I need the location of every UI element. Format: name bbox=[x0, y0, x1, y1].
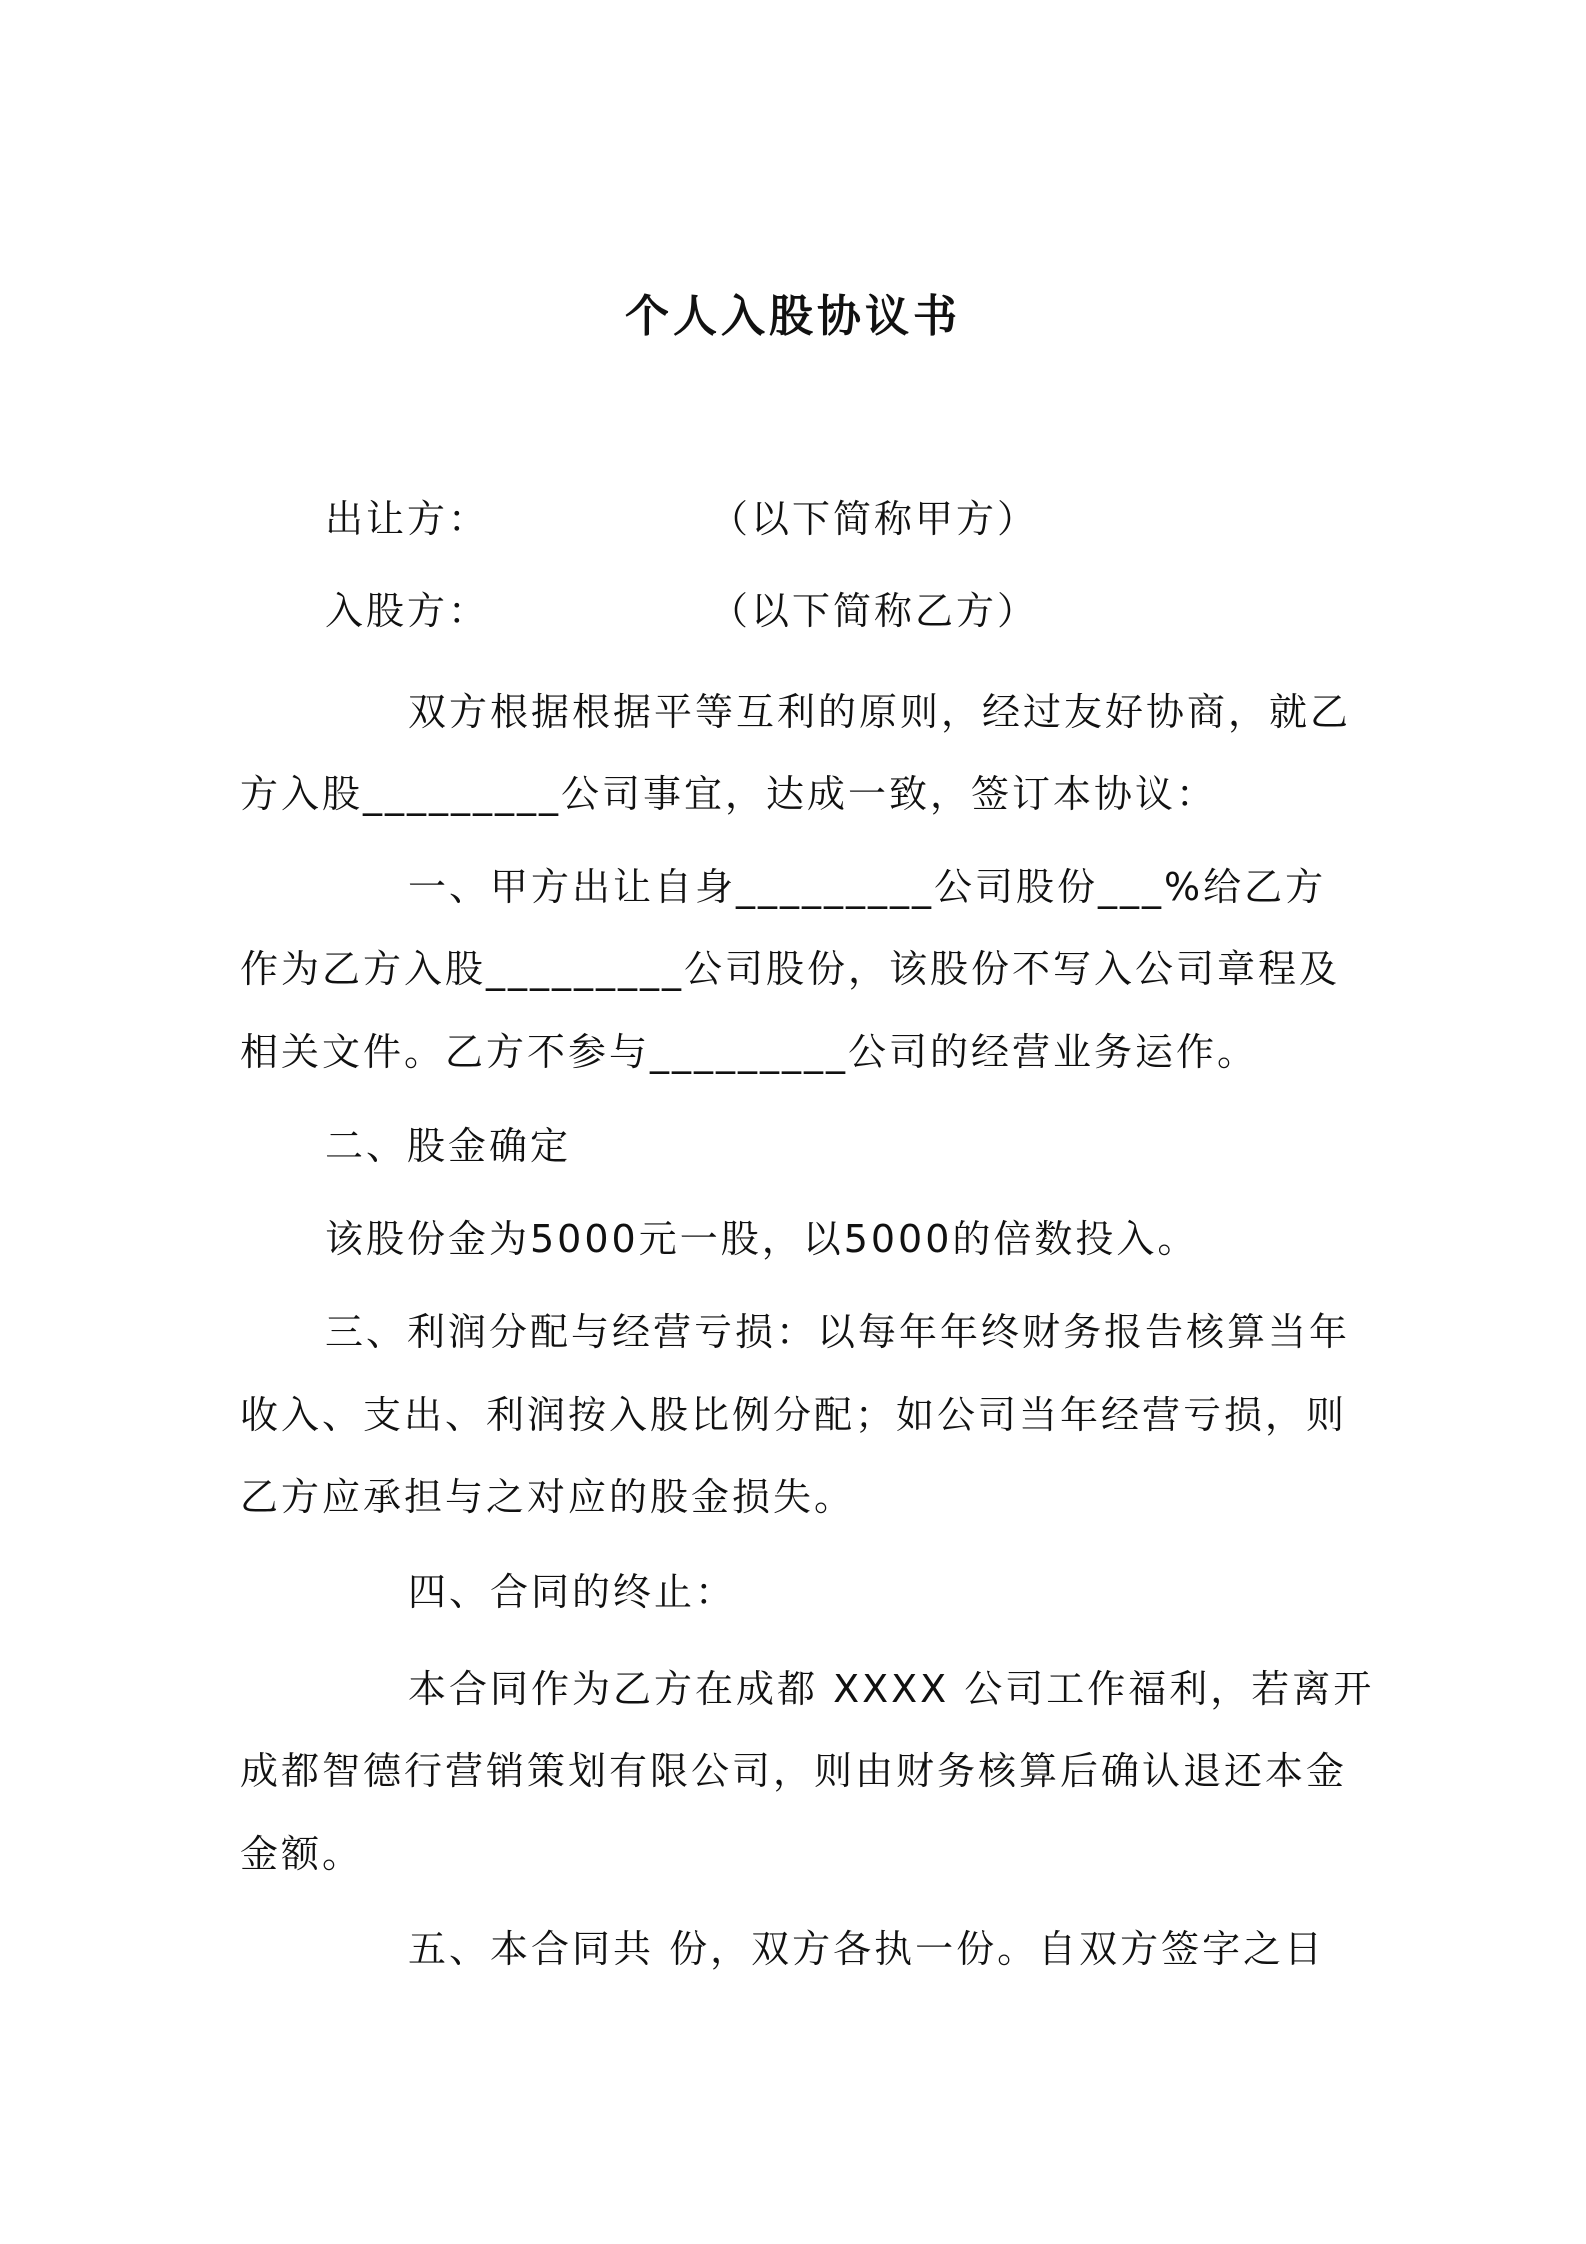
clause-1-line-1: 一、甲方出让自身_________公司股份___%给乙方 bbox=[408, 865, 1327, 909]
clause-5-line-1: 五、本合同共 份，双方各执一份。自双方签字之日 bbox=[408, 1927, 1326, 1971]
clause-4-line-3: 金额。 bbox=[240, 1832, 364, 1876]
party-b-note: （以下简称乙方） bbox=[710, 589, 1039, 633]
clause-4-heading: 四、合同的终止： bbox=[408, 1570, 737, 1614]
clause-2-body: 该股份金为5000元一股，以5000的倍数投入。 bbox=[325, 1217, 1199, 1261]
clause-3-line-1: 三、利润分配与经营亏损：以每年年终财务报告核算当年 bbox=[325, 1310, 1351, 1354]
clause-4-line-1: 本合同作为乙方在成都 XXXX 公司工作福利，若离开 bbox=[408, 1667, 1375, 1711]
clause-3-line-3: 乙方应承担与之对应的股金损失。 bbox=[240, 1475, 856, 1519]
intro-line-2: 方入股_________公司事宜，达成一致，签订本协议： bbox=[240, 772, 1218, 816]
clause-1-line-3: 相关文件。乙方不参与_________公司的经营业务运作。 bbox=[240, 1030, 1259, 1074]
clause-2-heading: 二、股金确定 bbox=[325, 1124, 572, 1168]
clause-3-line-2: 收入、支出、利润按入股比例分配；如公司当年经营亏损，则 bbox=[240, 1393, 1348, 1437]
clause-4-line-2: 成都智德行营销策划有限公司，则由财务核算后确认退还本金 bbox=[240, 1749, 1348, 1793]
intro-line-1: 双方根据根据平等互利的原则，经过友好协商，就乙 bbox=[408, 690, 1352, 734]
clause-1-line-2: 作为乙方入股_________公司股份，该股份不写入公司章程及 bbox=[240, 947, 1341, 991]
party-a-note: （以下简称甲方） bbox=[710, 497, 1039, 541]
party-b-label: 入股方： bbox=[325, 589, 490, 633]
party-a-label: 出让方： bbox=[325, 497, 490, 541]
document-title: 个人入股协议书 bbox=[625, 291, 961, 342]
